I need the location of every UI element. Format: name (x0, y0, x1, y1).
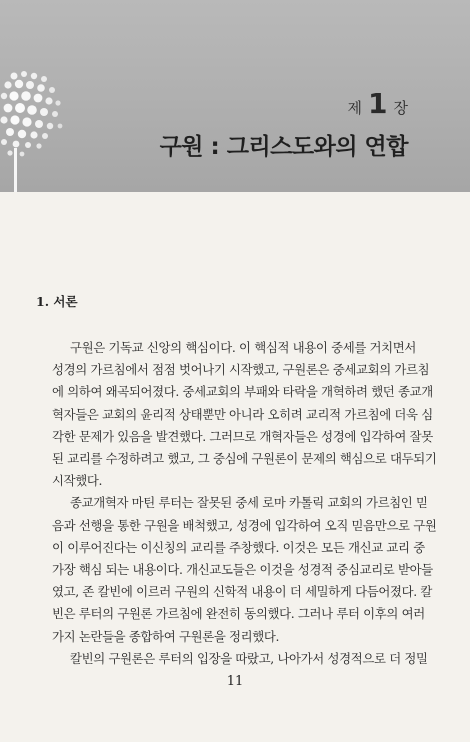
text-line: 성경의 가르침에서 점점 벗어나기 시작했고, 구원론은 중세교회의 가르침 (52, 362, 430, 378)
chapter-number-line (347, 87, 408, 120)
text-line: 시작했다. (52, 473, 103, 489)
text-line: 빈은 루터의 구원론 가르침에 완전히 동의했다. 그러나 루터 이후의 여러 (52, 606, 425, 622)
chapter-header-band (0, 0, 470, 192)
paragraph (52, 648, 428, 670)
page-number: 11 (226, 674, 244, 689)
text-line: 종교개혁자 마틴 루터는 잘못된 중세 로마 카톨릭 교회의 가르침인 믿 (70, 495, 428, 511)
text-line: 구원은 기독교 신앙의 핵심이다. 이 핵심적 내용이 중세를 거치면서 (70, 340, 417, 355)
section-heading: 1. 서론 (36, 294, 78, 309)
paragraph (52, 492, 437, 647)
paragraph (52, 337, 437, 492)
text-line: 칼빈의 구원론은 루터의 입장을 따랐고, 나아가서 성경적으로 더 정밀 (70, 650, 428, 666)
chapter-prefix: 제 (347, 99, 363, 117)
text-line: 이 이루어진다는 이신칭의 교리를 주창했다. 이것은 모든 개신교 교리 중 (52, 539, 425, 555)
text-line: 였고, 존 칼빈에 이르러 구원의 신학적 내용이 더 세밀하게 다듬어졌다. 칼 (52, 584, 433, 600)
text-line: 가장 핵심 되는 내용이다. 개신교도들은 이것을 성경적 중심교리로 받아들 (52, 562, 433, 578)
chapter-number: 1 (368, 87, 388, 120)
text-line: 음과 선행을 통한 구원을 배척했고, 성경에 입각하여 오직 믿음만으로 구원 (52, 517, 437, 533)
text-line: 각한 문제가 있음을 발견했다. 그러므로 개혁자들은 성경에 입각하여 잘못 (52, 428, 433, 444)
tree-decoration-icon (0, 70, 70, 192)
text-line: 가지 논란들을 종합하여 구원론을 정리했다. (52, 628, 280, 644)
chapter-title: 구원 : 그리스도와의 연합 (159, 134, 408, 160)
text-line: 혁자들은 교회의 윤리적 상태뿐만 아니라 오히려 교리적 가르침에 더욱 심 (52, 406, 433, 422)
chapter-suffix: 장 (393, 99, 408, 117)
text-line: 된 교리를 수정하려고 했고, 그 중심에 구원론이 문제의 핵심으로 대두되기 (52, 451, 437, 467)
text-line: 에 의하여 왜곡되어졌다. 중세교회의 부패와 타락을 개혁하려 했던 종교개 (52, 384, 433, 400)
body-text (52, 337, 437, 670)
